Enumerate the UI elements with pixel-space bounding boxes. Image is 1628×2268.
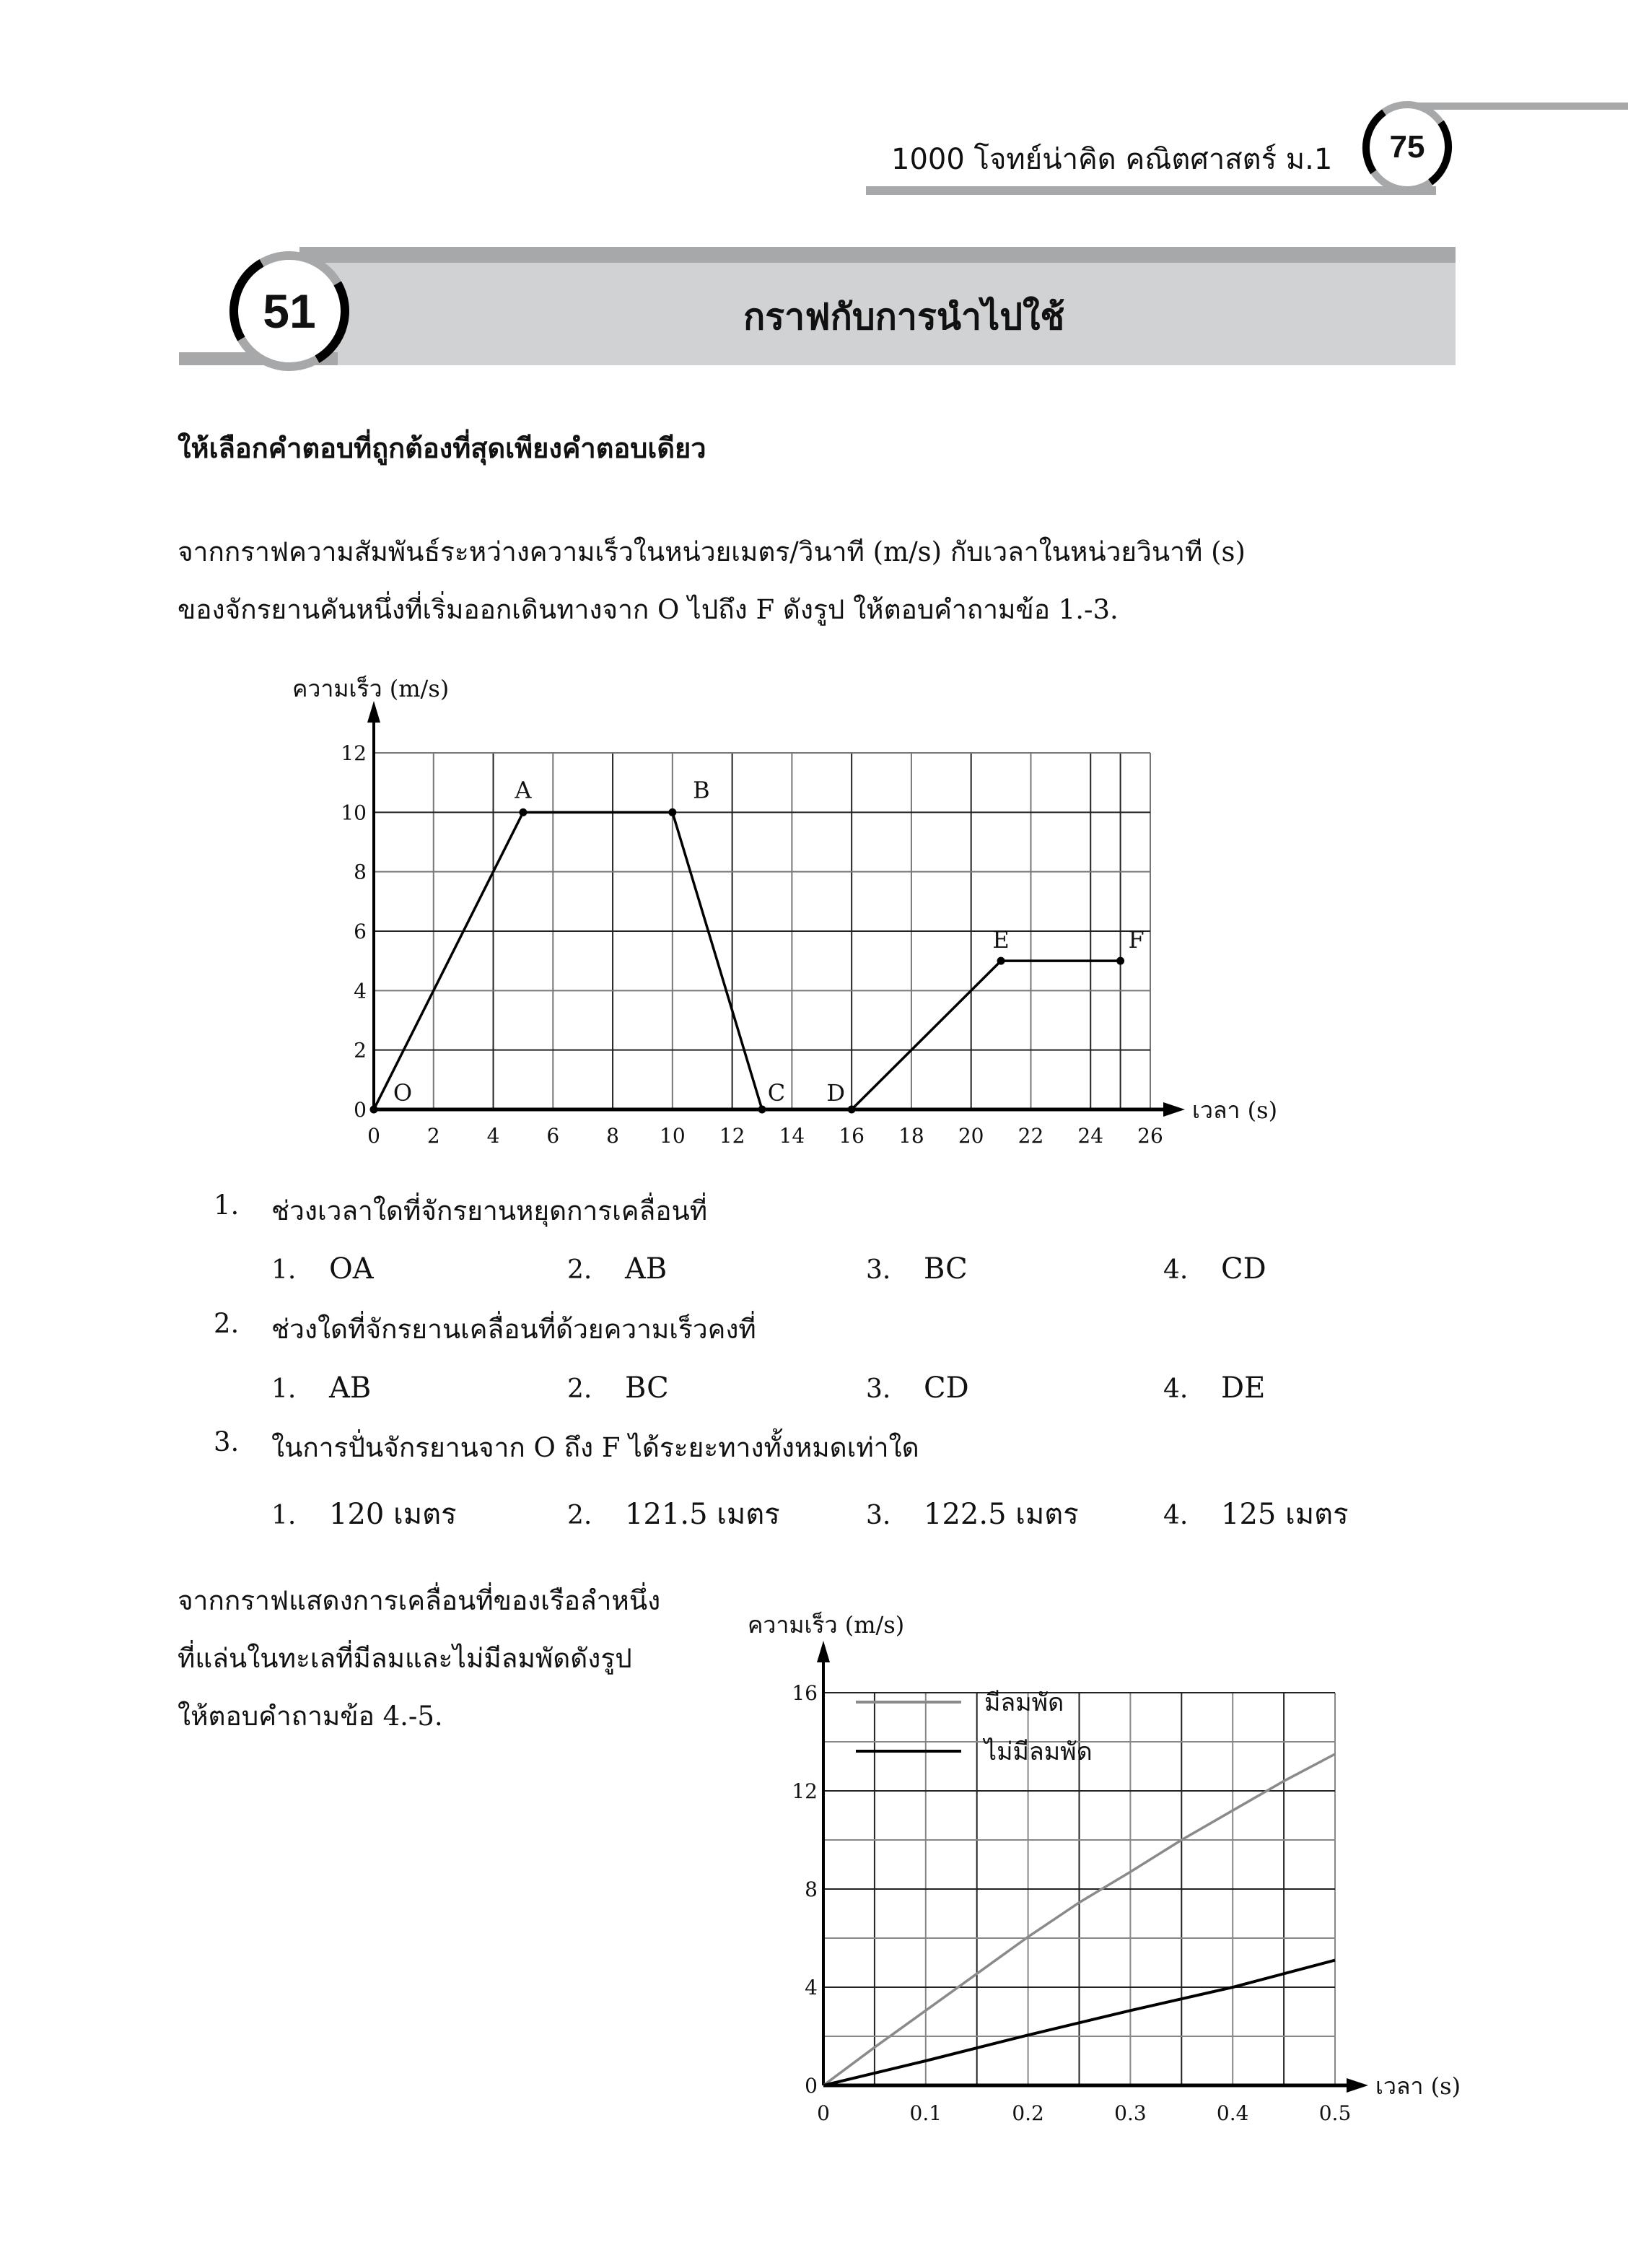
y-axis-label: ความเร็ว (m/s) [748, 1611, 905, 1639]
question-text: ในการปั่นจักรยานจาก O ถึง F ได้ระยะทางทั้งหมดเท่าใด [271, 1432, 919, 1463]
data-point [848, 1106, 856, 1114]
y-tick-label: 12 [792, 1779, 818, 1803]
option-label: 121.5 เมตร [625, 1498, 780, 1531]
y-tick-label: 4 [805, 1976, 818, 1999]
option-number: 3. [866, 1374, 891, 1404]
intro-2-line-1: จากกราฟแสดงการเคลื่อนที่ของเรือลำหนึ่ง [178, 1585, 661, 1616]
question-number: 2. [214, 1308, 240, 1339]
answer-option[interactable] [866, 1491, 1079, 1537]
instruction: ให้เลือกคำตอบที่ถูกต้องที่สุดเพียงคำตอบเดียว [178, 432, 706, 464]
x-tick-label: 0.2 [1012, 2101, 1044, 2125]
y-axis-arrow-icon [817, 1641, 830, 1662]
x-axis-arrow-icon [1347, 2078, 1368, 2093]
legend-label: ไม่มีลมพัด [984, 1737, 1093, 1766]
legend-label: มีลมพัด [984, 1688, 1064, 1717]
option-label: 120 เมตร [329, 1498, 457, 1531]
data-point [758, 1106, 766, 1114]
x-tick-label: 18 [898, 1124, 924, 1148]
answer-option[interactable] [866, 1252, 968, 1286]
option-label: CD [924, 1371, 969, 1405]
point-label: D [826, 1079, 845, 1107]
x-tick-label: 6 [546, 1124, 560, 1148]
y-tick-label: 10 [341, 801, 367, 825]
option-number: 1. [271, 1374, 297, 1404]
option-number: 2. [567, 1255, 592, 1285]
answer-option[interactable] [271, 1371, 371, 1405]
intro-1-line-1: จากกราฟความสัมพันธ์ระหว่างความเร็วในหน่วยเมตร/วินาที (m/s) กับเวลาในหน่วยวินาที (s) [178, 536, 1246, 567]
answer-option[interactable] [567, 1371, 669, 1405]
x-axis-label: เวลา (s) [1375, 2072, 1461, 2100]
section-number: 51 [263, 284, 316, 338]
option-label: CD [1221, 1252, 1266, 1286]
option-label: AB [329, 1371, 372, 1405]
point-label: F [1128, 926, 1145, 954]
question-number: 1. [214, 1190, 240, 1221]
answer-option[interactable] [1163, 1252, 1266, 1286]
data-point [519, 808, 527, 816]
answer-option[interactable] [866, 1371, 969, 1405]
option-number: 2. [567, 1374, 592, 1404]
x-tick-label: 10 [660, 1124, 686, 1148]
option-label: AB [625, 1252, 668, 1286]
page-number: 75 [1389, 129, 1425, 165]
x-tick-label: 2 [426, 1124, 440, 1148]
y-tick-label: 2 [354, 1038, 367, 1063]
y-tick-label: 6 [354, 920, 367, 943]
x-tick-label: 4 [486, 1124, 500, 1148]
y-axis-arrow-icon [367, 701, 380, 723]
x-tick-label: 22 [1017, 1124, 1044, 1148]
answer-option[interactable] [1163, 1371, 1265, 1405]
question-text: ช่วงใดที่จักรยานเคลื่อนที่ด้วยความเร็วคงที่ [271, 1314, 756, 1345]
option-label: 125 เมตร [1221, 1498, 1349, 1531]
x-tick-label: 8 [606, 1124, 619, 1148]
y-tick-label: 0 [805, 2074, 818, 2098]
y-tick-label: 16 [792, 1681, 818, 1705]
y-tick-label: 12 [341, 741, 367, 765]
option-number: 4. [1163, 1374, 1189, 1404]
option-number: 4. [1163, 1501, 1189, 1530]
data-point [668, 808, 676, 816]
intro-2-line-3: ให้ตอบคำถามข้อ 4.-5. [178, 1701, 443, 1732]
x-tick-label: 24 [1077, 1124, 1104, 1148]
x-tick-label: 12 [719, 1124, 745, 1148]
point-label: C [767, 1079, 786, 1107]
answer-option[interactable] [567, 1491, 780, 1537]
answer-option[interactable] [567, 1252, 667, 1286]
intro-1-line-2: ของจักรยานคันหนึ่งที่เริ่มออกเดินทางจาก O ไปถึง F ดังรูป ให้ตอบคำถามข้อ 1.-3. [178, 594, 1119, 625]
option-label: OA [329, 1252, 374, 1286]
x-tick-label: 26 [1137, 1124, 1163, 1148]
x-tick-label: 0.1 [909, 2101, 942, 2125]
option-number: 3. [866, 1501, 891, 1530]
option-label: BC [625, 1371, 669, 1405]
intro-2-line-2: ที่แล่นในทะเลที่มีลมและไม่มีลมพัดดังรูป [178, 1643, 632, 1674]
answer-option[interactable] [271, 1252, 374, 1286]
option-label: 122.5 เมตร [924, 1498, 1079, 1531]
x-tick-label: 14 [779, 1124, 805, 1148]
x-axis-label: เวลา (s) [1192, 1096, 1278, 1124]
x-tick-label: 0 [367, 1124, 380, 1148]
series-line-bicycle [374, 812, 1121, 1109]
x-tick-label: 0 [817, 2101, 830, 2125]
x-tick-label: 0.3 [1114, 2101, 1147, 2125]
answer-option[interactable] [271, 1491, 457, 1537]
data-point [370, 1106, 378, 1114]
point-label: O [393, 1079, 413, 1107]
y-tick-label: 8 [354, 860, 367, 884]
x-tick-label: 0.4 [1216, 2101, 1249, 2125]
option-number: 1. [271, 1501, 297, 1530]
x-axis-arrow-icon [1163, 1102, 1185, 1117]
option-number: 1. [271, 1255, 297, 1285]
x-tick-label: 20 [958, 1124, 984, 1148]
point-label: A [515, 776, 532, 804]
option-number: 2. [567, 1501, 592, 1530]
point-label: E [992, 926, 1010, 954]
point-label: B [693, 776, 710, 804]
y-tick-label: 4 [354, 979, 367, 1003]
data-point [1116, 957, 1124, 965]
data-point [997, 957, 1005, 965]
question-text: ช่วงเวลาใดที่จักรยานหยุดการเคลื่อนที่ [271, 1195, 708, 1226]
book-title: 1000 โจทย์น่าคิด คณิตศาสตร์ ม.1 [891, 143, 1333, 176]
option-label: BC [924, 1252, 968, 1286]
option-number: 4. [1163, 1255, 1189, 1285]
section-title: กราฟกับการนำไปใช้ [743, 296, 1065, 338]
option-number: 3. [866, 1255, 891, 1285]
y-axis-label: ความเร็ว (m/s) [292, 675, 450, 702]
option-label: DE [1221, 1371, 1266, 1405]
answer-option[interactable] [1163, 1491, 1349, 1537]
y-tick-label: 0 [354, 1098, 367, 1122]
question-number: 3. [214, 1426, 240, 1457]
y-tick-label: 8 [805, 1877, 818, 1901]
x-tick-label: 0.5 [1318, 2101, 1352, 2125]
x-tick-label: 16 [839, 1124, 865, 1148]
